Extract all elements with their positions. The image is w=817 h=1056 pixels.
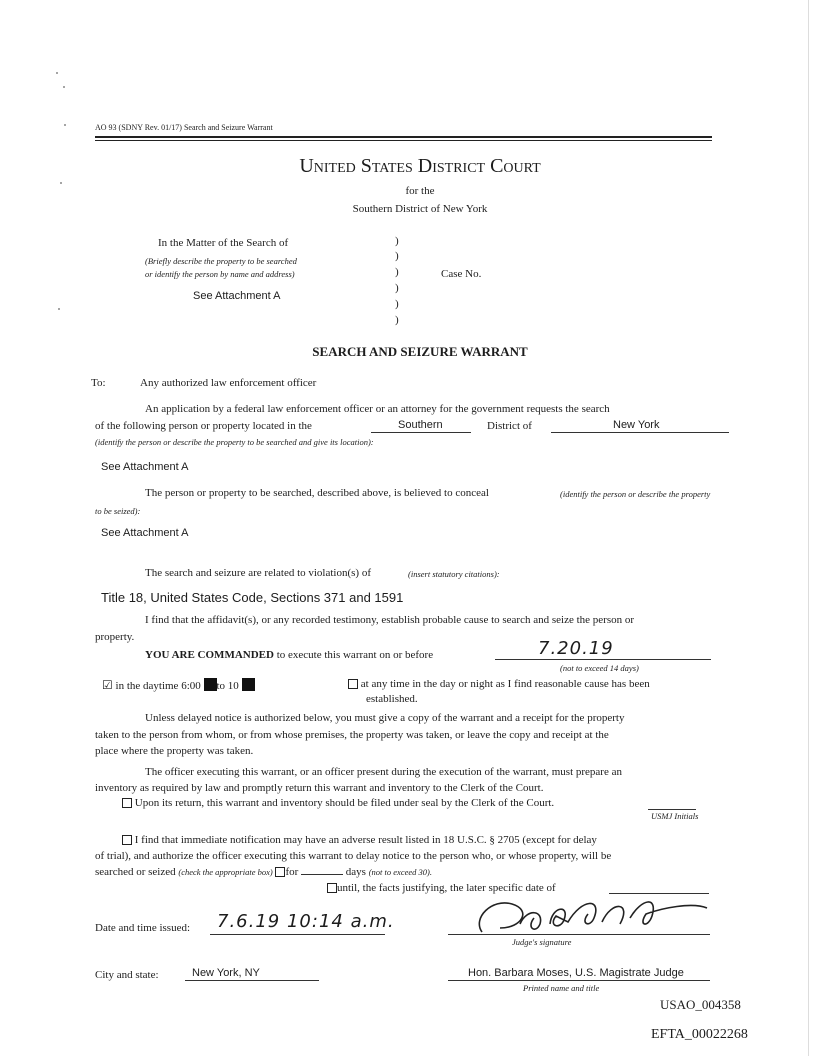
date-underline xyxy=(495,659,711,660)
violation-text: The search and seizure are related to violation(s) of xyxy=(145,567,372,579)
application-line1: An application by a federal law enforcement officer or an attorney for the government requests the search xyxy=(145,403,610,415)
seal-text: Upon its return, this warrant and inventory should be filed under seal by the Clerk of the Court. xyxy=(134,797,555,809)
seal-checkbox[interactable] xyxy=(122,798,132,808)
not-exceed-note: (not to exceed 14 days) xyxy=(560,663,639,673)
for-label: for xyxy=(285,866,299,878)
state-underline xyxy=(551,432,729,433)
findings-line2: property. xyxy=(95,631,135,643)
application-line2: of the following person or property located in the xyxy=(95,420,312,432)
delayed-line1: Unless delayed notice is authorized below, you must give a copy of the warrant and a receipt for the property xyxy=(145,712,625,724)
header-rule-thin xyxy=(95,140,712,141)
for-the: for the xyxy=(405,185,435,197)
caption-instruction-1: (Briefly describe the property to be searched xyxy=(145,256,297,266)
district-underline xyxy=(371,432,471,433)
to-ten-label: to 10 xyxy=(216,680,239,692)
court-title: United States District Court xyxy=(299,155,541,177)
redaction-box xyxy=(204,678,217,691)
form-id: AO 93 (SDNY Rev. 01/17) Search and Seizure Warrant xyxy=(95,123,273,132)
findings-line1: I find that the affidavit(s), or any recorded testimony, establish probable cause to search and seize the person or xyxy=(145,614,635,626)
violation-note: (insert statutory citations): xyxy=(408,569,500,579)
judge-name-underline xyxy=(448,980,710,981)
violation-citation: Title 18, United States Code, Sections 371 and 1591 xyxy=(101,590,404,605)
header-rule xyxy=(95,136,712,138)
caption-property: See Attachment A xyxy=(193,290,281,302)
scan-speck xyxy=(64,124,66,126)
issued-underline xyxy=(210,934,385,935)
commanded-rest: to execute this warrant on or before xyxy=(276,649,434,661)
days-field[interactable] xyxy=(301,874,343,875)
judge-signature xyxy=(452,888,722,948)
printed-caption: Printed name and title xyxy=(523,983,600,993)
days-note: (not to exceed 30). xyxy=(368,867,432,877)
caption-paren: ) xyxy=(395,298,399,310)
daytime-label: in the daytime 6:00 xyxy=(115,680,201,692)
caption-paren: ) xyxy=(395,282,399,294)
usmj-initials: USMJ Initials xyxy=(651,811,699,821)
application-attachment: See Attachment A xyxy=(101,461,189,473)
notification-checkbox[interactable] xyxy=(122,835,132,845)
notification-line2: of trial), and authorize the officer executing this warrant to delay notice to the person who, or whose property, will be xyxy=(95,850,612,862)
inventory-line1: The officer executing this warrant, or an officer present during the execution of the warrant, must prepare an xyxy=(145,766,622,778)
execute-by-date: 7.20.19 xyxy=(538,638,614,659)
to-label: To: xyxy=(91,377,106,389)
city-value: New York, NY xyxy=(192,967,260,979)
city-label: City and state: xyxy=(95,969,159,981)
scan-speck xyxy=(60,182,62,184)
caption-matter: In the Matter of the Search of xyxy=(158,237,289,249)
daytime-checkbox[interactable]: ☑ xyxy=(102,678,113,692)
inventory-line2: inventory as required by law and promptly return this warrant and inventory to the Clerk of the Court. xyxy=(95,782,544,794)
judge-name: Hon. Barbara Moses, U.S. Magistrate Judge xyxy=(468,967,684,979)
district-value: Southern xyxy=(398,419,443,431)
conceal-line1: The person or property to be searched, described above, is believed to conceal xyxy=(145,487,489,499)
judge-signature-caption: Judge's signature xyxy=(512,937,572,947)
for-days-checkbox[interactable] xyxy=(275,867,285,877)
case-no-label: Case No. xyxy=(441,268,482,280)
court-district: Southern District of New York xyxy=(352,203,488,215)
anytime-checkbox[interactable] xyxy=(348,679,358,689)
notification-line1: I find that immediate notification may have an adverse result listed in 18 U.S.C. § 2705 (except for delay xyxy=(134,834,597,846)
anytime-label: at any time in the day or night as I find reasonable cause has been xyxy=(360,678,650,690)
bates-efta: EFTA_00022268 xyxy=(651,1027,748,1042)
conceal-note-2: to be seized): xyxy=(95,506,141,516)
warrant-title: SEARCH AND SEIZURE WARRANT xyxy=(312,344,528,359)
notification-line3: searched or seized xyxy=(95,866,176,878)
redaction-box xyxy=(242,678,255,691)
scan-edge xyxy=(808,0,809,1056)
signature-underline xyxy=(448,934,710,935)
established-label: established. xyxy=(366,693,418,705)
usmj-underline xyxy=(648,809,696,810)
to-text: Any authorized law enforcement officer xyxy=(140,377,317,389)
bates-usao: USAO_004358 xyxy=(660,997,741,1012)
commanded-bold: YOU ARE COMMANDED xyxy=(145,649,274,661)
delayed-line3: place where the property was taken. xyxy=(95,745,254,757)
scan-speck xyxy=(56,72,58,74)
conceal-note-1: (identify the person or describe the property xyxy=(560,489,711,499)
caption-paren: ) xyxy=(395,235,399,247)
caption-paren: ) xyxy=(395,250,399,262)
delayed-line2: taken to the person from whom, or from whose premises, the property was taken, or leave the copy and receipt at the xyxy=(95,729,609,741)
identify-note: (identify the person or describe the property to be searched and give its location): xyxy=(95,437,374,447)
until-text: until, the facts justifying, the later specific date of xyxy=(337,882,556,894)
caption-paren: ) xyxy=(395,314,399,326)
scan-speck xyxy=(58,308,60,310)
state-value: New York xyxy=(613,419,660,431)
district-of-label: District of xyxy=(487,420,532,432)
caption-instruction-2: or identify the person by name and address) xyxy=(145,269,295,279)
issued-value: 7.6.19 10:14 a.m. xyxy=(217,911,395,932)
until-checkbox[interactable] xyxy=(327,883,337,893)
caption-paren: ) xyxy=(395,266,399,278)
conceal-attachment: See Attachment A xyxy=(101,527,189,539)
city-underline xyxy=(185,980,319,981)
days-label: days xyxy=(345,866,366,878)
check-box-note: (check the appropriate box) xyxy=(178,867,273,877)
scan-speck xyxy=(63,86,65,88)
issued-label: Date and time issued: xyxy=(95,922,191,934)
